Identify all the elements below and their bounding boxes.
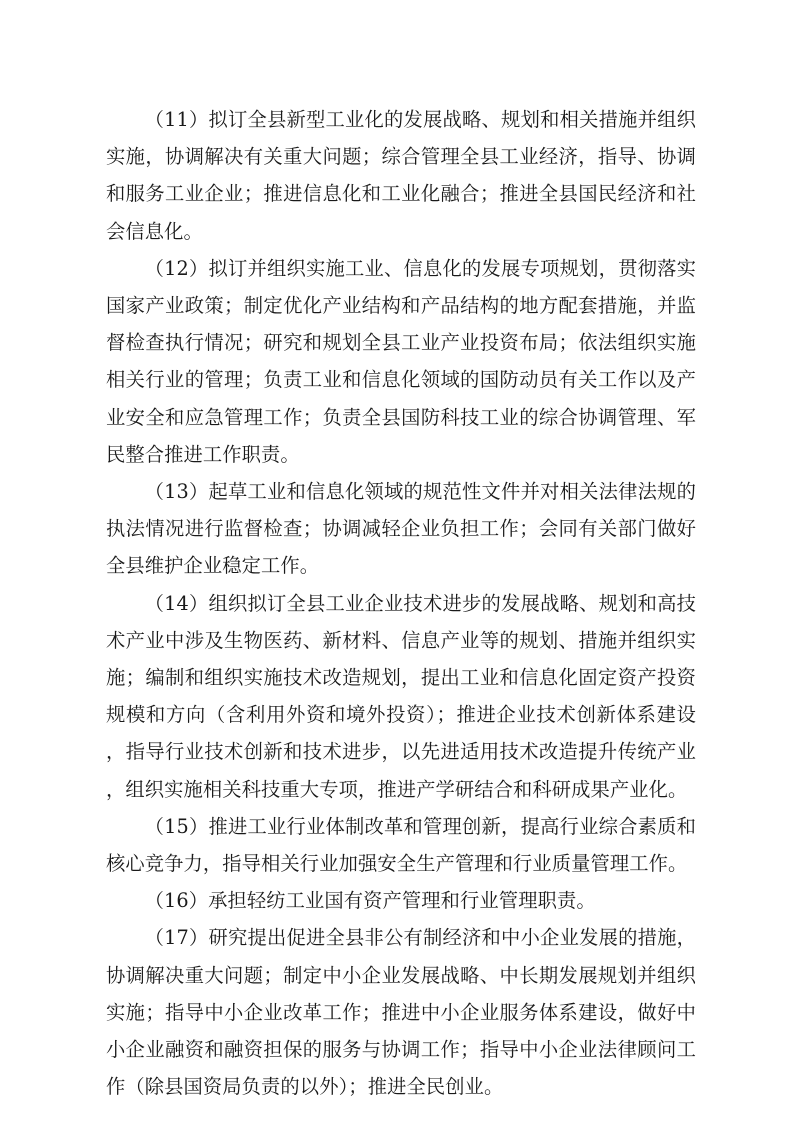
paragraph-15: （15）推进工业行业体制改革和管理创新，提高行业综合素质和核心竞争力，指导相关行业加强安全生产管理和行业质量管理工作。 xyxy=(106,814,696,876)
paragraph-12: （12）拟订并组织实施工业、信息化的发展专项规划，贯彻落实国家产业政策；制定优化产业结构和产品结构的地方配套措施，并监督检查执行情况；研究和规划全县工业产业投资布局；依法组织实施相关行业的管理；负责工业和信息化领域的国防动员有关工作以及产业安全和应急管理工作；负责全县国防科技工业的综合协调管理、军民整合推进工作职责。 xyxy=(106,256,696,466)
paragraph-14: （14）组织拟订全县工业企业技术进步的发展战略、规划和高技术产业中涉及生物医药、新材料、信息产业等的规划、措施并组织实施；编制和组织实施技术改造规划，提出工业和信息化固定资产投资规模和方向（含利用外资和境外投资）；推进企业技术创新体系建设，指导行业技术创新和技术进步，以先进适用技术改造提升传统产业，组织实施相关科技重大专项，推进产学研结合和科研成果产业化。 xyxy=(106,591,696,801)
paragraph-13: （13）起草工业和信息化领域的规范性文件并对相关法律法规的执法情况进行监督检查；协调减轻企业负担工作；会同有关部门做好全县维护企业稳定工作。 xyxy=(106,480,696,578)
document-body xyxy=(106,101,696,1105)
paragraph-16: （16）承担轻纺工业国有资产管理和行业管理职责。 xyxy=(144,889,596,913)
paragraph-17: （17）研究提出促进全县非公有制经济和中小企业发展的措施，协调解决重大问题；制定中小企业发展战略、中长期发展规划并组织实施；指导中小企业改革工作；推进中小企业服务体系建设，做好中小企业融资和融资担保的服务与协调工作；指导中小企业法律顾问工作（除县国资局负责的以外）；推进全民创业。 xyxy=(106,926,696,1099)
paragraph-11: （11）拟订全县新型工业化的发展战略、规划和相关措施并组织实施，协调解决有关重大问题；综合管理全县工业经济，指导、协调和服务工业企业；推进信息化和工业化融合；推进全县国民经济和社会信息化。 xyxy=(106,108,696,243)
